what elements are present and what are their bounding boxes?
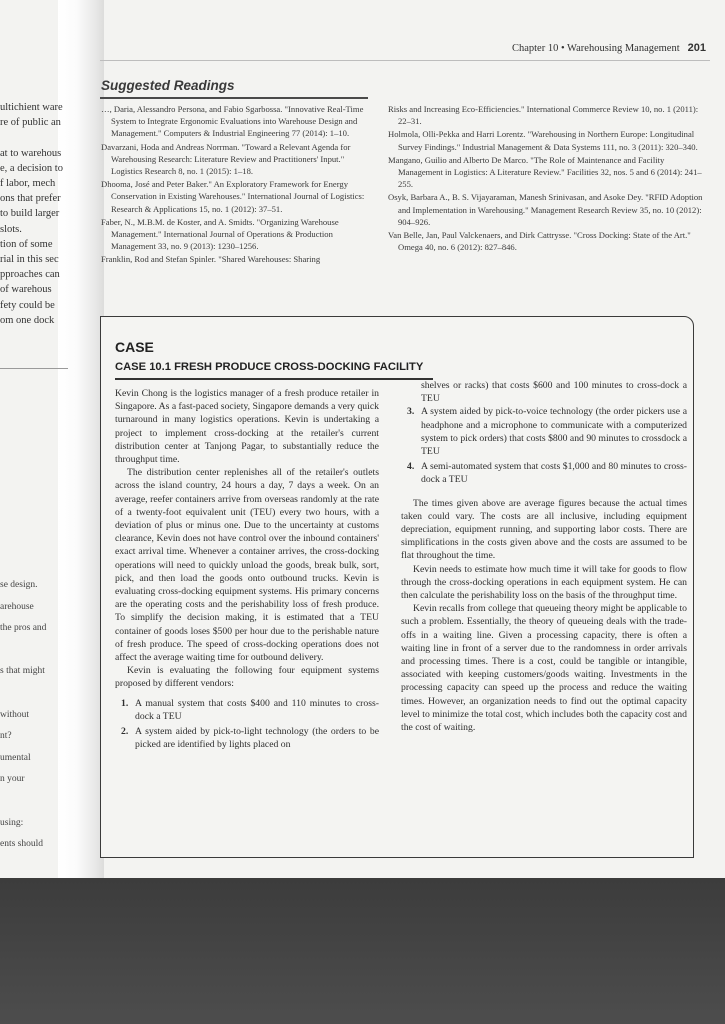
case-paragraph: Kevin recalls from college that queueing theory might be applicable to such a problem. Essentially, the theory of queueing deals with the trade-offs in a waiting line. Given a processing capacity, there is often a waiting line in front of a server due to the randomness in order arrivals and processing times. There is a cost, could be tangible or intangible, associated with keeping customers/goods waiting. Investments in the processing capacity can speed up the process and reduce the waiting times. However, an organization needs to find out the optimal capacity level to minimize the total cost, which includes both the capacity cost and the cost of waiting. (401, 603, 687, 734)
list-text: A semi-automated system that costs $1,000 and 80 minutes to cross-dock a TEU (421, 461, 687, 486)
reference-entry: Dhooma, José and Peter Baker." An Exploratory Framework for Energy Conservation in Existing Warehouses." International Journal of Logistics: Research & Applications 15, no. 1 (2012): 37–51. (101, 179, 365, 214)
list-text: A system aided by pick-to-voice technology (the order pickers use a headphone and a microphone to communicate with a computerized system to pick orders) that costs $800 and 90 minutes to crossdock a TEU (421, 406, 687, 458)
left-frag-line: without (0, 709, 30, 720)
left-frag-line: using: (0, 817, 24, 828)
case-label: CASE (115, 339, 154, 355)
references-right-column (388, 103, 710, 254)
left-frag-line: slots. (0, 223, 22, 235)
reference-entry: …, Daria, Alessandro Persona, and Fabio Sgarbossa. "Innovative Real-Time System to Integrate Ergonomic Evaluations into Warehouse Design and Management." Computers & Industrial Engineering 77 (2014): 1–10. (101, 104, 364, 139)
left-frag-line: the pros and (0, 623, 47, 634)
reference-entry: Faber, N., M.B.M. de Koster, and A. Smidts. "Organizing Warehouse Management." International Journal of Operations & Production Management 33, no. 9 (2013): 1230–1256. (101, 216, 339, 252)
case-left-column (115, 387, 379, 751)
left-frag-line: pproaches can (0, 269, 60, 281)
left-frag-line: re of public an (0, 117, 61, 129)
left-frag-line: arehouse (0, 601, 34, 612)
list-number: 4. (407, 461, 415, 473)
left-frag-line: s that might (0, 666, 45, 677)
list-item (115, 697, 379, 723)
list-number: 3. (407, 406, 415, 418)
equipment-list-continued (401, 405, 687, 486)
left-page-text-top (0, 100, 70, 328)
list-number: 2. (121, 726, 129, 738)
case-box (100, 316, 694, 858)
reference-entry: Franklin, Rod and Stefan Spinler. "Shared Warehouses: Sharing (101, 254, 321, 265)
case-title-rule (115, 378, 433, 380)
left-frag-line: to build larger (0, 208, 60, 220)
left-frag-line: ultichient ware (0, 102, 63, 113)
running-head (360, 42, 706, 54)
list-text: A system aided by pick-to-light technology (the orders to be picked are identified by lights placed on (135, 726, 379, 751)
left-frag-line: e, a decision to (0, 162, 63, 174)
left-frag-line: se design. (0, 580, 38, 590)
reference-entry: Davarzani, Hoda and Andreas Norrman. "Toward a Relevant Agenda for Warehousing Research: Literature Review and Practitioners' Input." Logistics Research 8, no. 1 (2015): 1–18. (101, 141, 351, 177)
left-frag-line: om one dock (0, 314, 55, 326)
case-paragraph: The distribution center replenishes all of the retailer's outlets across the island country, 24 hours a day, 7 days a week. On an average, reefer containers arrive from overseas randomly at the rate of a twenty-foot equivalent unit (TEU) every two hours, with a deviation of plus or minus one. Due to the uncertainty at customs clearance, Kevin does not have control over the inbound containers' exact arrival time. Whenever a container arrives, the cross-docking operations will need to quickly unload the goods, break bulk, sort, pick, and then load the goods onto outbound trucks. Kevin is evaluating cross-docking equipment systems. His primary concerns are the operating costs and the perishability loss of fresh produce. To simplify the decision making, it is estimated that a TEU container of goods loses $500 per hour due to the perishable nature of fresh produce. The speed of cross-docking operations does not affect the average waiting time for outbound delivery. (115, 467, 379, 664)
reference-entry: Osyk, Barbara A., B. S. Vijayaraman, Manesh Srinivasan, and Asoke Dey. "RFID Adoption and Implementation in Warehousing." Management Research Review 35, no. 10 (2012): 904–926. (388, 192, 703, 227)
background-shadow (0, 878, 725, 1024)
case-title: CASE 10.1 FRESH PRODUCE CROSS-DOCKING FACILITY (115, 361, 424, 373)
left-frag-line (0, 130, 70, 145)
equipment-list (115, 697, 379, 752)
list-item (115, 725, 379, 751)
list-number: 1. (121, 697, 129, 709)
left-frag-line: ons that prefer (0, 193, 61, 205)
left-frag-line: at to warehous (0, 147, 62, 159)
case-paragraph: Kevin is evaluating the following four equipment systems proposed by different vendors: (115, 665, 379, 690)
left-frag-line: fety could be (0, 299, 55, 311)
page-number: 201 (687, 42, 706, 54)
chapter-title: Chapter 10 • Warehousing Management (511, 43, 680, 54)
list-continuation: shelves or racks) that costs $600 and 100 minutes to cross-dock a TEU (421, 380, 687, 405)
case-paragraph: The times given above are average figures because the actual times taken could vary. The costs are all inclusive, including equipment depreciation, equipment running, and supporting labor costs. There are simplifications in the costs given above and the costs are assumed to be flat throughout the time. (401, 497, 687, 562)
reference-entry: Holmola, Olli-Pekka and Harri Lorentz. "Warehousing in Northern Europe: Longitudinal Survey Findings." Industrial Management & Data Systems 111, no. 3 (2011): 320–340. (388, 129, 698, 152)
list-text: A manual system that costs $400 and 110 minutes to cross-dock a TEU (135, 697, 379, 722)
left-frag-line (0, 683, 70, 705)
references-left-column (101, 103, 369, 267)
left-frag-line: n your (0, 774, 25, 785)
reference-entry: Mangano, Guilio and Alberto De Marco. "The Role of Maintenance and Facility Management in Logistics: A Literature Review." Facilities 32, nos. 5 and 6 (2014): 241–255. (388, 154, 702, 190)
list-item (401, 405, 687, 458)
header-rule (100, 60, 710, 61)
reference-entry: Risks and Increasing Eco-Efficiencies." International Commerce Review 10, no. 1 (2011): 22–31. (388, 104, 699, 127)
left-frag-line: nt? (0, 731, 12, 742)
left-frag-line (0, 640, 70, 662)
left-frag-line: umental (0, 752, 31, 763)
left-frag-line: f labor, mech (0, 178, 56, 190)
left-frag-line: rial in this sec (0, 254, 59, 266)
reference-entry: Van Belle, Jan, Paul Valckenaers, and Dirk Cattrysse. "Cross Docking: State of the Art." Omega 40, no. 6 (2012): 827–846. (388, 230, 691, 253)
left-frag-line (0, 856, 70, 878)
left-frag-line: tion of some (0, 238, 53, 250)
left-frag-line: ents should (0, 839, 44, 850)
case-paragraph: Kevin Chong is the logistics manager of a fresh produce retailer in Singapore. As a fast-paced society, Singapore demands a very quick turnaround in many logistics operations. Kevin is undertaking a project to implement cross-docking at the retailer's current distribution center at Tanjong Pagar, to substantially reduce the throughput time. (115, 388, 379, 466)
case-right-column (401, 379, 687, 734)
left-page-rule (0, 368, 68, 369)
case-paragraph: Kevin needs to estimate how much time it will take for goods to flow through the cross-docking operations in each equipment system. He can then calculate the perishability loss on the basis of the throughput time. (401, 563, 687, 602)
section-underline (100, 97, 368, 99)
left-frag-line: of warehous (0, 284, 52, 296)
list-item (401, 460, 687, 486)
suggested-readings-title: Suggested Readings (101, 78, 235, 93)
left-frag-line (0, 791, 70, 813)
